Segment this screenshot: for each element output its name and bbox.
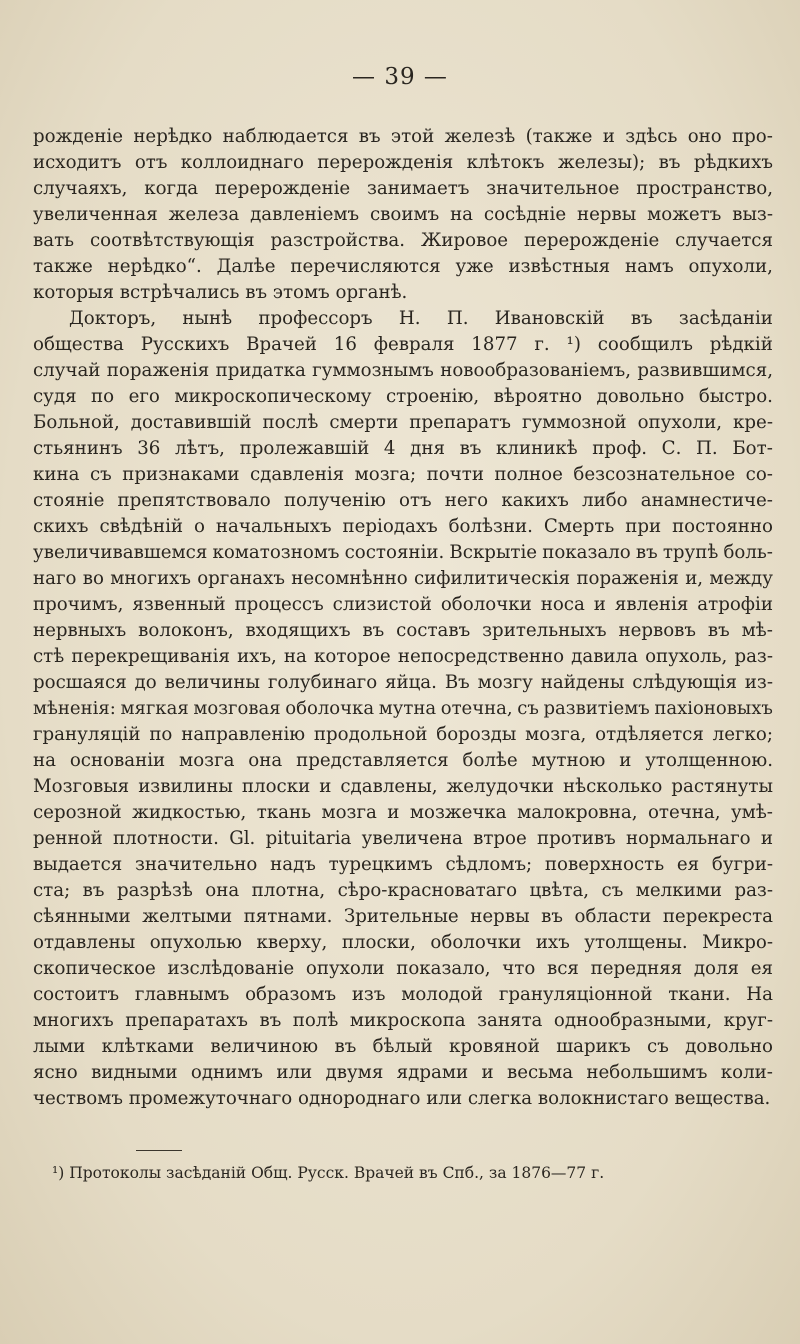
text-line: состоитъ главнымъ образомъ изъ молодой грануляціонной ткани. На bbox=[33, 984, 773, 1005]
text-line: стояніе препятствовало полученію отъ него какихъ либо анамнестиче- bbox=[33, 490, 773, 511]
text-line: исходитъ отъ коллоиднаго перерожденія клѣтокъ железы); въ рѣдкихъ bbox=[33, 152, 773, 173]
text-line: Больной, доставившій послѣ смерти препаратъ гуммозной опухоли, кре- bbox=[33, 412, 773, 433]
text-line: которыя встрѣчались въ этомъ органѣ. bbox=[33, 282, 408, 303]
text-line: скихъ свѣдѣній о начальныхъ періодахъ болѣзни. Смерть при постоянно bbox=[33, 516, 773, 537]
text-line: ренной плотности. Gl. pituitaria увеличена втрое противъ нормальнаго и bbox=[33, 828, 773, 849]
text-line: на основаніи мозга она представляется болѣе мутною и утолщенною. bbox=[33, 750, 773, 771]
text-line: грануляцій по направленію продольной борозды мозга, отдѣляется легко; bbox=[33, 724, 773, 745]
text-line: нервныхъ волоконъ, входящихъ въ составъ зрительныхъ нервовъ въ мѣ- bbox=[33, 620, 773, 641]
text-line: прочимъ, язвенный процессъ слизистой оболочки носа и явленія атрофіи bbox=[33, 594, 773, 615]
text-line: увеличивавшемся коматозномъ состояніи. Вскрытіе показало въ трупѣ боль- bbox=[33, 542, 773, 563]
text-line: серозной жидкостью, ткань мозга и мозжечка малокровна, отечна, умѣ- bbox=[33, 802, 773, 823]
footnote bbox=[52, 1163, 752, 1183]
text-line: Докторъ, нынѣ профессоръ Н. П. Ивановскій въ засѣданіи bbox=[69, 308, 773, 329]
text-line: чествомъ промежуточнаго однороднаго или слегка волокнистаго вещества. bbox=[33, 1088, 771, 1109]
text-line: кина съ признаками сдавленія мозга; почти полное безсознательное со- bbox=[33, 464, 773, 485]
text-line: также нерѣдко“. Далѣе перечисляются уже извѣстныя намъ опухоли, bbox=[33, 256, 773, 277]
text-line: ста; въ разрѣзѣ она плотна, сѣро-красноватаго цвѣта, съ мелкими раз- bbox=[33, 880, 773, 901]
text-line: случаяхъ, когда перерожденіе занимаетъ значительное пространство, bbox=[33, 178, 773, 199]
text-line: мѣненія: мягкая мозговая оболочка мутна отечна, съ развитіемъ пахіоновыхъ bbox=[33, 698, 773, 719]
text-line: общества Русскихъ Врачей 16 февраля 1877 г. ¹) сообщилъ рѣдкій bbox=[33, 334, 773, 355]
footnote-marker: ¹) bbox=[52, 1164, 65, 1182]
text-line: выдается значительно надъ турецкимъ сѣдломъ; поверхность ея бугри- bbox=[33, 854, 773, 875]
text-line: стѣ перекрещиванія ихъ, на которое непосредственно давила опухоль, раз- bbox=[33, 646, 773, 667]
text-line: многихъ препаратахъ въ полѣ микроскопа занята однообразными, круг- bbox=[33, 1010, 773, 1031]
text-line: ясно видными однимъ или двумя ядрами и весьма небольшимъ коли- bbox=[33, 1062, 773, 1083]
text-line: лыми клѣтками величиною въ бѣлый кровяной шарикъ съ довольно bbox=[33, 1036, 773, 1057]
footnote-text: Протоколы засѣданій Общ. Русск. Врачей въ Спб., за 1876—77 г. bbox=[69, 1164, 605, 1182]
text-line: скопическое изслѣдованіе опухоли показало, что вся передняя доля ея bbox=[33, 958, 773, 979]
text-line: судя по его микроскопическому строенію, вѣроятно довольно быстро. bbox=[33, 386, 773, 407]
text-line: стьянинъ 36 лѣтъ, пролежавшій 4 дня въ клиникѣ проф. С. П. Бот- bbox=[33, 438, 773, 459]
text-line: Мозговыя извилины плоски и сдавлены, желудочки нѣсколько растянуты bbox=[33, 776, 773, 797]
text-line: росшаяся до величины голубинаго яйца. Въ мозгу найдены слѣдующія из- bbox=[33, 672, 773, 693]
text-line: отдавлены опухолью кверху, плоски, оболочки ихъ утолщены. Микро- bbox=[33, 932, 773, 953]
footnote-divider bbox=[136, 1150, 182, 1151]
text-line: наго во многихъ органахъ несомнѣнно сифилитическія пораженія и, между bbox=[33, 568, 773, 589]
text-line: увеличенная железа давленіемъ своимъ на сосѣдніе нервы можетъ выз- bbox=[33, 204, 773, 225]
body-text bbox=[33, 124, 773, 1112]
text-line: сѣянными желтыми пятнами. Зрительные нервы въ области перекреста bbox=[33, 906, 773, 927]
text-line: случай пораженія придатка гуммознымъ новообразованіемъ, развившимся, bbox=[33, 360, 773, 381]
page-number: — 39 — bbox=[352, 64, 448, 90]
text-line: рожденіе нерѣдко наблюдается въ этой железѣ (также и здѣсь оно про- bbox=[33, 126, 773, 147]
text-line: вать соотвѣтствующія разстройства. Жировое перерожденіе случается bbox=[33, 230, 773, 251]
